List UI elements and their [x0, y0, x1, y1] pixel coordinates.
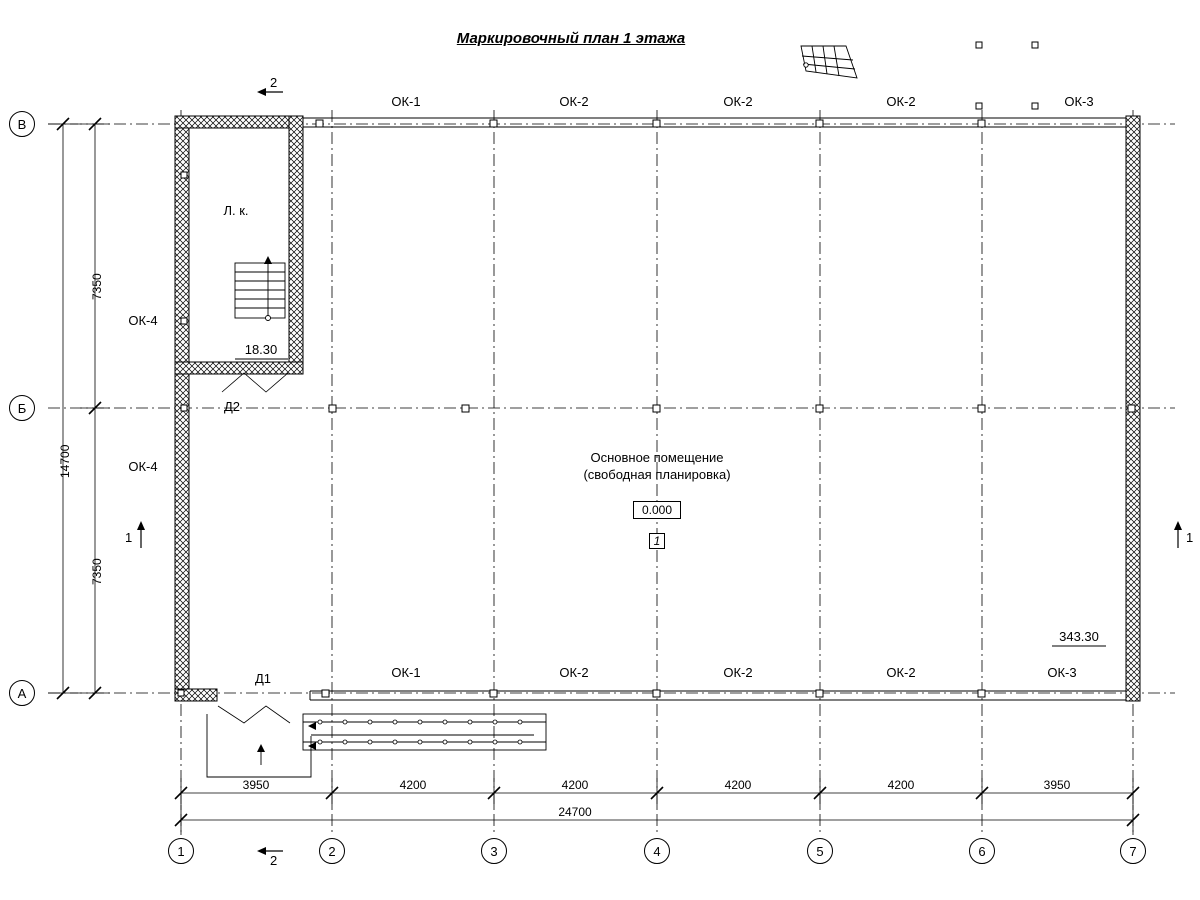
axis-bubble-v[interactable]: В — [9, 111, 35, 137]
dimension-vertical-1: 7350 — [90, 273, 104, 300]
dimension-horizontal-1: 3950 — [242, 778, 270, 792]
axis-bubble-1[interactable]: 1 — [168, 838, 194, 864]
axis-bubble-5[interactable]: 5 — [807, 838, 833, 864]
dimension-horizontal-total: 24700 — [558, 805, 592, 819]
room-label-line2: (свободная планировка) — [583, 467, 731, 482]
window-label-left-1: ОК-4 — [128, 313, 158, 328]
window-label-bottom-4: ОК-2 — [886, 665, 916, 680]
section-mark-left: 1 — [125, 530, 133, 545]
window-label-left-2: ОК-4 — [128, 459, 158, 474]
dimension-horizontal-4: 4200 — [724, 778, 752, 792]
window-label-bottom-3: ОК-2 — [723, 665, 753, 680]
axis-bubble-2[interactable]: 2 — [319, 838, 345, 864]
section-mark-top: 2 — [270, 75, 278, 90]
dimension-horizontal-3: 4200 — [561, 778, 589, 792]
door-mark-d2: Д2 — [223, 399, 241, 414]
dimension-horizontal-2: 4200 — [399, 778, 427, 792]
section-mark-right: 1 — [1186, 530, 1194, 545]
dimension-horizontal-6: 3950 — [1043, 778, 1071, 792]
elevation-mark: 343.30 — [1059, 629, 1099, 644]
window-label-bottom-2: ОК-2 — [559, 665, 589, 680]
window-label-bottom-5: ОК-3 — [1047, 665, 1077, 680]
axis-bubble-7[interactable]: 7 — [1120, 838, 1146, 864]
section-mark-bottom: 2 — [270, 853, 278, 868]
axis-bubble-a[interactable]: А — [9, 680, 35, 706]
axis-bubble-4[interactable]: 4 — [644, 838, 670, 864]
window-label-top-2: ОК-2 — [559, 94, 589, 109]
window-label-top-4: ОК-2 — [886, 94, 916, 109]
window-label-top-5: ОК-3 — [1064, 94, 1094, 109]
window-label-top-3: ОК-2 — [723, 94, 753, 109]
stair-level-mark: 18.30 — [244, 342, 278, 357]
stair-label: Л. к. — [223, 203, 249, 218]
window-label-top-1: ОК-1 — [391, 94, 421, 109]
window-label-bottom-1: ОК-1 — [391, 665, 421, 680]
floor-level-mark: 0.000 — [633, 501, 681, 519]
room-number-mark: 1 — [649, 533, 665, 549]
dimension-vertical-2: 7350 — [90, 558, 104, 585]
axis-bubble-3[interactable]: 3 — [481, 838, 507, 864]
room-label-line1: Основное помещение — [590, 450, 724, 465]
axis-bubble-b[interactable]: Б — [9, 395, 35, 421]
page-title: Маркировочный план 1 этажа — [456, 30, 686, 47]
dimension-vertical-total: 14700 — [58, 444, 72, 478]
door-mark-d1: Д1 — [254, 671, 272, 686]
dimension-horizontal-5: 4200 — [887, 778, 915, 792]
axis-bubble-6[interactable]: 6 — [969, 838, 995, 864]
